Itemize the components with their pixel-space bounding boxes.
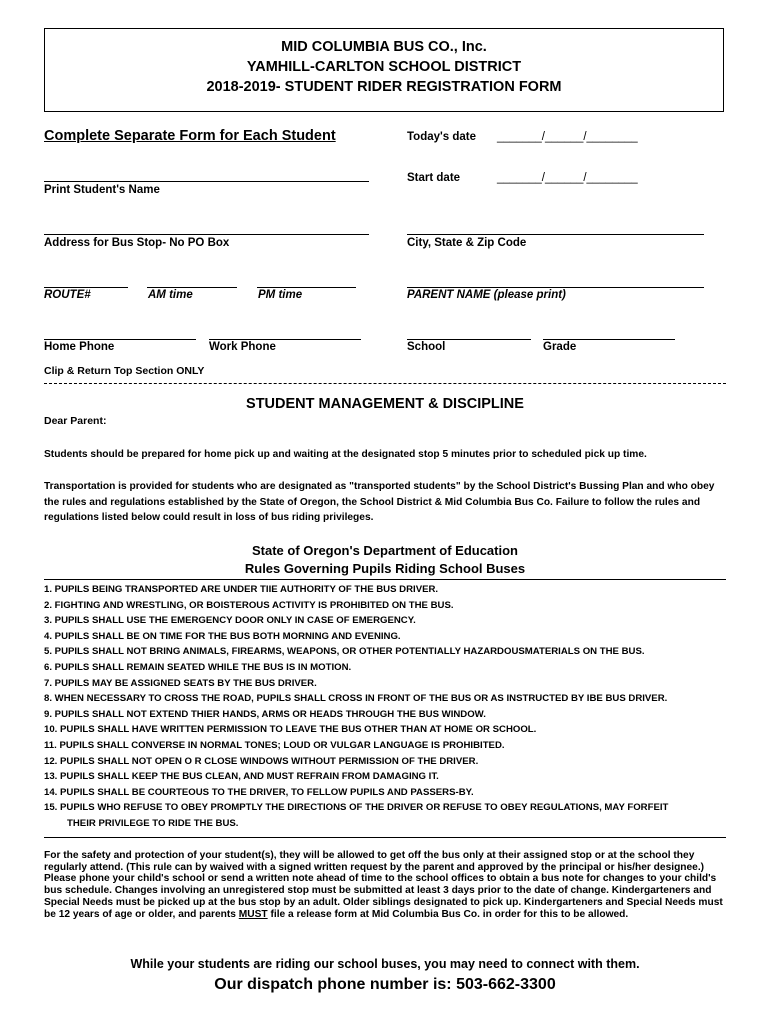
- school-label: School: [407, 341, 446, 353]
- rule-item: 11. PUPILS SHALL CONVERSE IN NORMAL TONES; LOUD OR VULGAR LANGUAGE IS PROHIBITED.: [44, 739, 505, 751]
- start-date-label: Start date: [407, 172, 461, 184]
- form-title: 2018-2019- STUDENT RIDER REGISTRATION FORM: [206, 79, 562, 95]
- grade-label: Grade: [543, 341, 577, 353]
- rule-item: 10. PUPILS SHALL HAVE WRITTEN PERMISSION TO LEAVE THE BUS OTHER THAN AT HOME OR SCHOOL.: [44, 724, 537, 736]
- rule-item-continuation: THEIR PRIVILEGE TO RIDE THE BUS.: [67, 817, 239, 829]
- city-state-zip-label: City, State & Zip Code: [407, 237, 527, 249]
- footer-connect-line: While your students are riding our school buses, you may need to connect with them.: [130, 957, 640, 971]
- parent-name-label: PARENT NAME (please print): [407, 289, 566, 301]
- rule-item: 15. PUPILS WHO REFUSE TO OBEY PROMPTLY THE DIRECTIONS OF THE DRIVER OR REFUSE TO OBEY REGULATIONS, MAY FORFEIT: [44, 802, 669, 814]
- work-phone-label: Work Phone: [209, 341, 276, 353]
- home-phone-field[interactable]: [44, 339, 196, 340]
- city-state-zip-field[interactable]: [407, 234, 704, 235]
- rule-item: 14. PUPILS SHALL BE COURTEOUS TO THE DRIVER, TO FELLOW PUPILS AND PASSERS-BY.: [44, 786, 474, 798]
- rule-item: 2. FIGHTING AND WRESTLING, OR BOISTEROUS ACTIVITY IS PROHIBITED ON THE BUS.: [44, 599, 454, 611]
- rule-item: 3. PUPILS SHALL USE THE EMERGENCY DOOR ONLY IN CASE OF EMERGENCY.: [44, 615, 416, 627]
- rule-item: 9. PUPILS SHALL NOT EXTEND THIER HANDS, ARMS OR HEADS THROUGH THE BUS WINDOW.: [44, 708, 486, 720]
- parent-name-field[interactable]: [407, 287, 704, 288]
- safety-text-2: file a release form at Mid Columbia Bus Co. in order for this to be allowed.: [267, 908, 629, 920]
- safety-text-1: For the safety and protection of your student(s), they will be allowed to get off the bus only at their assigned stop or at the school they regularly attend. (This rule can by waived with a signed written request by the parent and approved by the principal or his/her designee.) Please phone your child's school or send a written note ahead of time to the school offices to obtain a bus note for changes to your child's bus schedule. Changes involving an unregistered stop must be submitted at least 3 days prior to the date of change. Kindergarteners and Special Needs must be picked up at the bus stop by an adult. Older siblings designated to pick up. Kindergarteners and Special Needs must be 12 years of age or older, and parents: [44, 850, 723, 920]
- address-field[interactable]: [44, 234, 369, 235]
- address-label: Address for Bus Stop- No PO Box: [44, 237, 230, 249]
- rule-item: 13. PUPILS SHALL KEEP THE BUS CLEAN, AND MUST REFRAIN FROM DAMAGING IT.: [44, 771, 439, 783]
- todays-date-label: Today's date: [407, 131, 476, 143]
- clip-return-note: Clip & Return Top Section ONLY: [44, 365, 205, 377]
- rules-bottom-rule: [44, 837, 726, 838]
- salutation: Dear Parent:: [44, 415, 107, 427]
- rule-item: 8. WHEN NECESSARY TO CROSS THE ROAD, PUPILS SHALL CROSS IN FRONT OF THE BUS OR AS INSTRUCTED BY IBE BUS DRIVER.: [44, 693, 668, 705]
- district-name: YAMHILL-CARLTON SCHOOL DISTRICT: [246, 59, 522, 75]
- route-label: ROUTE#: [44, 289, 91, 301]
- start-date-field[interactable]: _______/______/________: [497, 172, 638, 184]
- rule-item: 6. PUPILS SHALL REMAIN SEATED WHILE THE BUS IS IN MOTION.: [44, 661, 352, 673]
- para-pickup: Students should be prepared for home pick up and waiting at the designated stop 5 minutes prior to scheduled pick up time.: [44, 449, 647, 460]
- route-field[interactable]: [44, 287, 128, 288]
- para-transportation: Transportation is provided for students who are designated as "transported students" by the School District's Bussing Plan and who obey the rules and regulations established by the State of Oregon, the School District & Mid Columbia Bus Co. Failure to follow the rules and regulations listed below could result in loss of bus riding privileges.: [44, 481, 715, 523]
- pm-time-field[interactable]: [257, 287, 356, 288]
- am-time-label: AM time: [148, 289, 193, 301]
- grade-field[interactable]: [543, 339, 675, 340]
- todays-date-field[interactable]: _______/______/________: [497, 131, 638, 143]
- dispatch-phone: Our dispatch phone number is: 503-662-3300: [214, 976, 556, 993]
- rule-item: 7. PUPILS MAY BE ASSIGNED SEATS BY THE BUS DRIVER.: [44, 677, 317, 689]
- cut-line: [44, 383, 726, 384]
- student-name-label: Print Student's Name: [44, 184, 160, 196]
- pm-time-label: PM time: [258, 289, 303, 301]
- student-name-field[interactable]: [44, 181, 369, 182]
- school-field[interactable]: [407, 339, 531, 340]
- company-name: MID COLUMBIA BUS CO., Inc.: [281, 39, 487, 55]
- safety-must: MUST: [238, 908, 268, 920]
- rule-item: 5. PUPILS SHALL NOT BRING ANIMALS, FIREARMS, WEAPONS, OR OTHER POTENTIALLY HAZARDOUSMATERIALS ON THE BUS.: [44, 646, 645, 658]
- rules-title-1: State of Oregon's Department of Education: [251, 543, 518, 558]
- safety-paragraph: [44, 850, 728, 920]
- rule-item: 12. PUPILS SHALL NOT OPEN O R CLOSE WINDOWS WITHOUT PERMISSION OF THE DRIVER.: [44, 755, 479, 767]
- home-phone-label: Home Phone: [44, 341, 115, 353]
- rules-list: [44, 582, 734, 832]
- header-box: [44, 28, 724, 112]
- rule-item: 1. PUPILS BEING TRANSPORTED ARE UNDER TIIE AUTHORITY OF THE BUS DRIVER.: [44, 584, 439, 595]
- discipline-title: STUDENT MANAGEMENT & DISCIPLINE: [246, 396, 524, 412]
- am-time-field[interactable]: [147, 287, 237, 288]
- work-phone-field[interactable]: [209, 339, 361, 340]
- rule-item: 4. PUPILS SHALL BE ON TIME FOR THE BUS BOTH MORNING AND EVENING.: [44, 630, 401, 642]
- separate-form-note: Complete Separate Form for Each Student: [44, 128, 336, 144]
- rules-top-rule: [44, 579, 726, 580]
- rules-title-2: Rules Governing Pupils Riding School Buses: [244, 561, 526, 576]
